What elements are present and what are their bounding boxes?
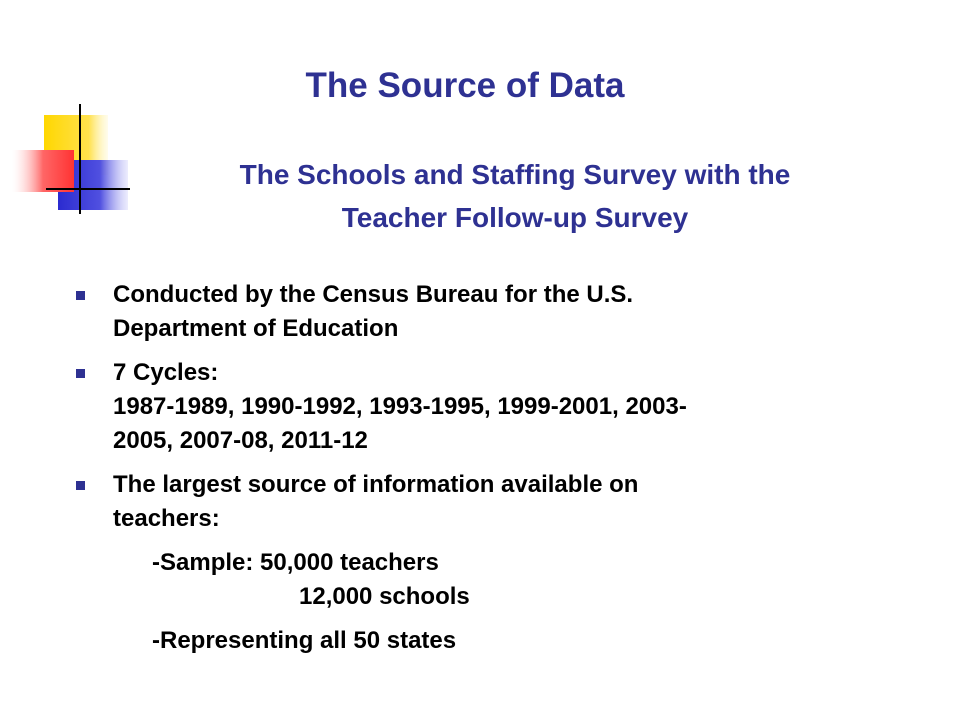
decorative-squares-graphic: [0, 0, 150, 230]
bullet-text: teachers:: [113, 505, 220, 532]
subtitle: [140, 153, 890, 239]
subtitle-line-1: The Schools and Staffing Survey with the: [239, 159, 791, 190]
representing-item: [76, 624, 916, 658]
bullet-text: 2005, 2007-08, 2011-12: [113, 427, 368, 454]
bullet-square-icon: [76, 369, 85, 378]
bullet-square-icon: [76, 481, 85, 490]
bullet-text: 1987-1989, 1990-1992, 1993-1995, 1999-2001, 2003-: [113, 393, 687, 420]
sample-schools: 12,000 schools: [299, 583, 470, 610]
page-title: The Source of Data: [305, 66, 625, 105]
bullet-text: The largest source of information available on: [113, 471, 639, 498]
representing-text: -Representing all 50 states: [152, 627, 457, 654]
bullet-square-icon: [76, 291, 85, 300]
bullet-text: Conducted by the Census Bureau for the U.S.: [113, 281, 634, 308]
sample-item: [76, 546, 916, 614]
bullet-text: 7 Cycles:: [113, 359, 219, 386]
subtitle-line-2: Teacher Follow-up Survey: [341, 202, 689, 233]
bullet-list: [76, 278, 916, 668]
bullet-item-conducted: [76, 278, 916, 346]
bullet-text: Department of Education: [113, 315, 399, 342]
red-square: [12, 150, 74, 192]
bullet-item-cycles: [76, 356, 916, 458]
bullet-item-largest-source: [76, 468, 916, 536]
sample-teachers: -Sample: 50,000 teachers: [152, 549, 439, 576]
